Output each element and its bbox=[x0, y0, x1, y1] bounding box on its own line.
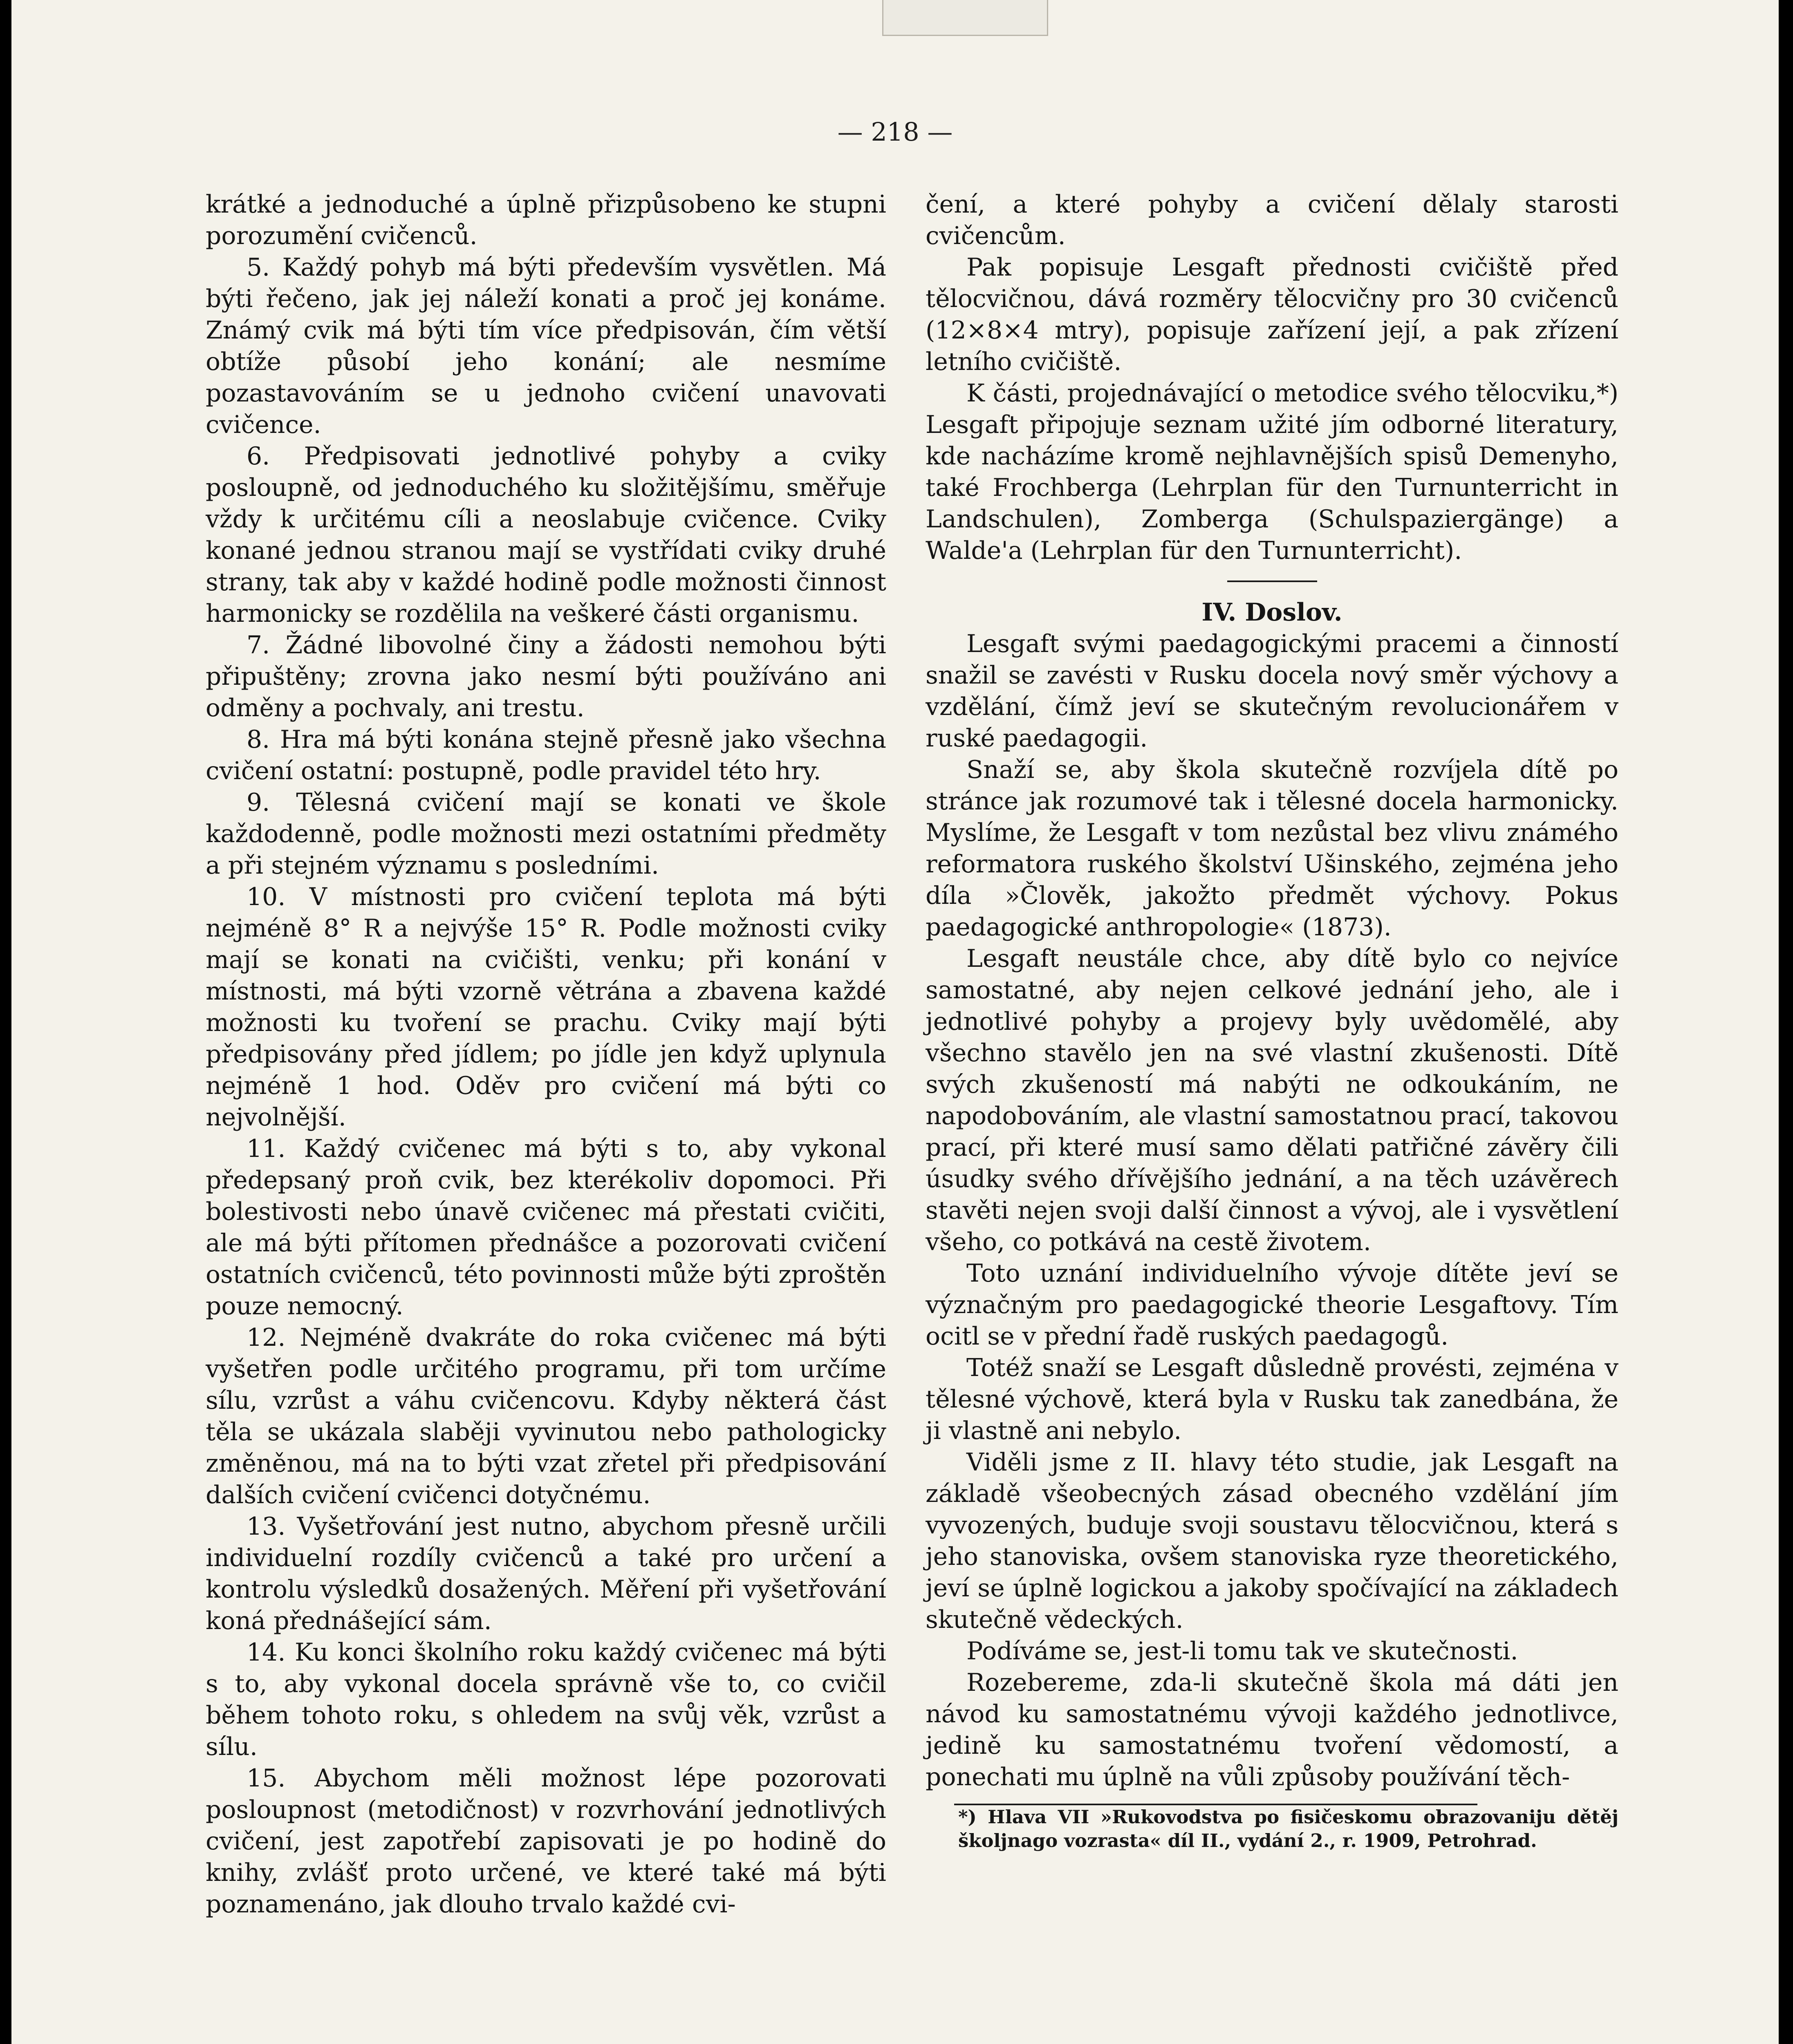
paragraph: krátké a jednoduché a úplně přizpůsobeno ke stupni porozumění cvičenců. bbox=[206, 190, 886, 250]
footnote: *) Hlava VII »Rukovodstva po fisičeskomu obrazovaniju dětěj školjnago vozrasta« díl II., vydání 2., r. 1909, Petrohrad. bbox=[958, 1806, 1618, 1851]
paragraph: 10. V místnosti pro cvičení teplota má býti nejméně 8° R a nejvýše 15° R. Podle možnosti cviky mají se konati na cvičišti, venku; při konání v místnosti, má býti vzorně větrána a zbavena každé možnosti ku tvoření se prachu. Cviky mají býti předpisovány před jídlem; po jídle jen když uplynula nejméně 1 hod. Oděv pro cvičení má býti co nejvolnější. bbox=[206, 883, 886, 1132]
binding-tab bbox=[882, 0, 1048, 36]
paragraph: 12. Nejméně dvakráte do roka cvičenec má býti vyšetřen podle určitého programu, při tom určíme sílu, vzrůst a váhu cvičencovu. Kdyby některá část těla se ukázala slaběji vyvinutou nebo pathologicky změněnou, má na to býti vzat zřetel při předpisování dalších cvičení cvičenci dotyčnému. bbox=[206, 1323, 886, 1509]
paragraph: Snaží se, aby škola skutečně rozvíjela dítě po stránce jak rozumové tak i tělesné docela harmonicky. Myslíme, že Lesgaft v tom nezůstal bez vlivu známého reformatora ruského školství Ušinského, zejména jeho díla »Člověk, jakožto předmět výchovy. Pokus paedagogické anthropologie« (1873). bbox=[926, 755, 1618, 941]
paragraph: Lesgaft neustále chce, aby dítě bylo co nejvíce samostatné, aby nejen celkové jednání jeho, ale i jednotlivé pohyby a projevy byly uvědomělé, aby všechno stavělo jen na své vlastní zkušenosti. Dítě svých zkušeností má nabýti ne odkoukáním, ne napodobováním, ale vlastní samostatnou prací, takovou prací, při které musí samo dělati patřičné závěry čili úsudky svého dřívějšího jednání, a na těch uzávěrech stavěti nejen svoji další činnost a vývoj, ale i vysvětlení všeho, co potkává na cestě životem. bbox=[926, 944, 1618, 1256]
paragraph: Rozebereme, zda-li skutečně škola má dáti jen návod ku samostatnému vývoji každého jednotlivce, jedině ku samostatnému tvoření vědomostí, a ponechati mu úplně na vůli způsoby používání těch- bbox=[926, 1668, 1618, 1791]
paragraph: 14. Ku konci školního roku každý cvičenec má býti s to, aby vykonal docela správně vše to, co cvičil během tohoto roku, s ohledem na svůj věk, vzrůst a sílu. bbox=[206, 1638, 886, 1761]
paragraph: K části, projednávající o metodice svého tělocviku,*) Lesgaft připojuje seznam užité jím odborné literatury, kde nacházíme kromě nejhlavnějších spisů Demenyho, také Frochberga (Lehrplan für den Turnunterricht in Landschulen), Zomberga (Schulspaziergänge) a Walde'a (Lehrplan für den Turnunterricht). bbox=[926, 379, 1618, 565]
section-heading: IV. Doslov. bbox=[1201, 598, 1343, 627]
paragraph: 15. Abychom měli možnost lépe pozorovati posloupnost (metodičnost) v rozvrhování jednotlivých cvičení, jest zapotřebí zapisovati je po hodině do knihy, zvlášť proto určené, ve které také má býti poznamenáno, jak dlouho trvalo každé cvi- bbox=[206, 1764, 886, 1918]
paragraph: 7. Žádné libovolné činy a žádosti nemohou býti připuštěny; zrovna jako nesmí býti používáno ani odměny a pochvaly, ani trestu. bbox=[206, 631, 886, 722]
right-column bbox=[926, 189, 1618, 1853]
paragraph: 6. Předpisovati jednotlivé pohyby a cviky posloupně, od jednoduchého ku složitějšímu, směřuje vždy k určitému cíli a neoslabuje cvičence. Cviky konané jednou stranou mají se vystřídati cviky druhé strany, tak aby v každé hodině podle možnosti činnost harmonicky se rozdělila na veškeré části organismu. bbox=[206, 442, 886, 628]
left-column bbox=[206, 189, 886, 1920]
right-column-top bbox=[926, 189, 1618, 567]
paragraph: 13. Vyšetřování jest nutno, abychom přesně určili individuelní rozdíly cvičenců a také pro určení a kontrolu výsledků dosažených. Měření při vyšetřování koná přednášející sám. bbox=[206, 1512, 886, 1635]
paragraph: Podíváme se, jest-li tomu tak ve skutečnosti. bbox=[966, 1637, 1518, 1665]
page-number: — 218 — bbox=[837, 117, 953, 147]
section-divider bbox=[1227, 580, 1317, 582]
paragraph: Lesgaft svými paedagogickými pracemi a činností snažil se zavésti v Rusku docela nový směr výchovy a vzdělání, čímž jeví se skutečným revolucionářem v ruské paedagogii. bbox=[926, 630, 1618, 753]
paragraph: 9. Tělesná cvičení mají se konati ve škole každodenně, podle možnosti mezi ostatními předměty a při stejném významu s posledními. bbox=[206, 788, 886, 880]
page bbox=[11, 0, 1779, 2044]
paragraph: 8. Hra má býti konána stejně přesně jako všechna cvičení ostatní: postupně, podle pravidel této hry. bbox=[206, 725, 886, 785]
paragraph: čení, a které pohyby a cvičení dělaly starosti cvičencům. bbox=[926, 190, 1618, 250]
paragraph: Toto uznání individuelního vývoje dítěte jeví se význačným pro paedagogické theorie Lesgaftovy. Tím ocitl se v přední řadě ruských paedagogů. bbox=[926, 1259, 1618, 1351]
paragraph: Pak popisuje Lesgaft přednosti cvičiště před tělocvičnou, dává rozměry tělocvičny pro 30 cvičenců (12×8×4 mtry), popisuje zařízení její, a pak zřízení letního cvičiště. bbox=[926, 253, 1618, 376]
paragraph: 5. Každý pohyb má býti především vysvětlen. Má býti řečeno, jak jej náleží konati a proč jej konáme. Známý cvik má býti tím více předpisován, čím větší obtíže působí jeho konání; ale nesmíme pozastavováním se u jednoho cvičení unavovati cvičence. bbox=[206, 253, 886, 439]
paragraph: 11. Každý cvičenec má býti s to, aby vykonal předepsaný proň cvik, bez kterékoliv dopomoci. Při bolestivosti nebo únavě cvičenec má přestati cvičiti, ale má býti přítomen přednášce a pozorovati cvičení ostatních cvičenců, této povinnosti může býti zproštěn pouze nemocný. bbox=[206, 1134, 886, 1320]
paragraph: Viděli jsme z II. hlavy této studie, jak Lesgaft na základě všeobecných zásad obecného vzdělání jím vyvozených, buduje svoji soustavu tělocvičnou, která s jeho stanoviska, ovšem stanoviska ryze theoretického, jeví se úplně logickou a jakoby spočívající na základech skutečně vědeckých. bbox=[926, 1448, 1618, 1634]
paragraph: Totéž snaží se Lesgaft důsledně provésti, zejména v tělesné výchově, která byla v Rusku tak zanedbána, že ji vlastně ani nebylo. bbox=[926, 1354, 1618, 1445]
right-column-bottom bbox=[926, 628, 1618, 1793]
